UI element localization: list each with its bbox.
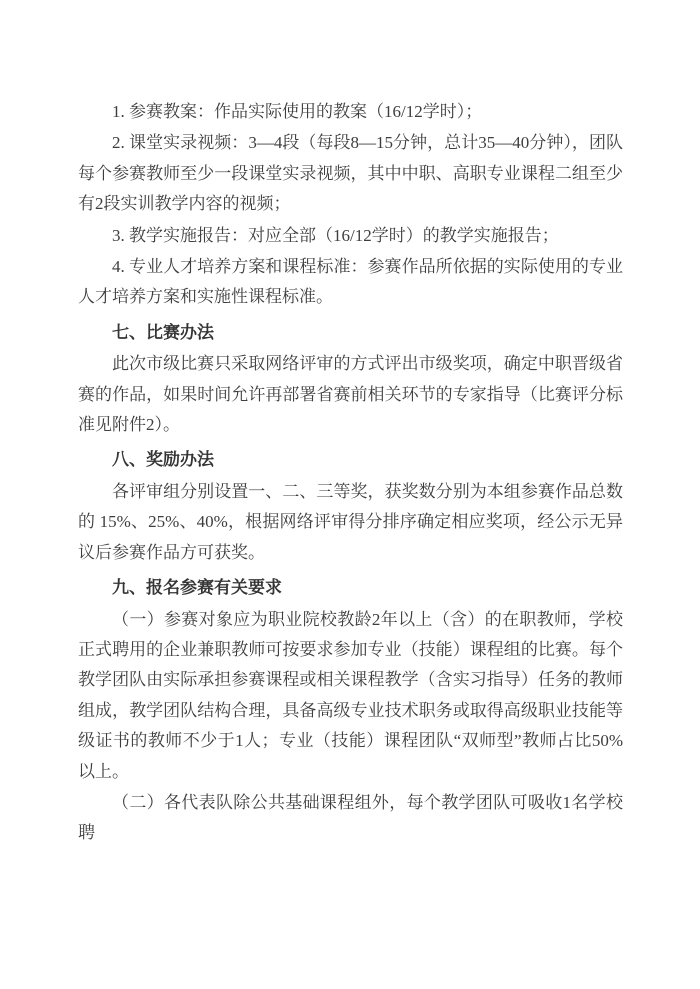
- paragraph-competition-method: 此次市级比赛只采取网络评审的方式评出市级奖项，确定中职晋级省赛的作品，如果时间允许再部署省赛前相关环节的专家指导（比赛评分标准见附件2）。: [78, 354, 623, 435]
- list-item-entry-plan: 1. 参赛教案：作品实际使用的教案（16/12学时）；: [112, 102, 483, 121]
- document-text-block: [78, 96, 623, 849]
- list-item-classroom-video: 2. 课堂实录视频：3—4段（每段8—15分钟，总计35—40分钟），团队每个参赛教师至少一段课堂实录视频，其中中职、高职专业课程二组至少有2段实训教学内容的视频；: [78, 133, 623, 214]
- list-item-training-program: 4. 专业人才培养方案和课程标准：参赛作品所依据的实际使用的专业人才培养方案和实施性课程标准。: [78, 257, 623, 307]
- list-item-implementation-report: 3. 教学实施报告：对应全部（16/12学时）的教学实施报告；: [112, 225, 559, 245]
- paragraph-award-method: 各评审组分别设置一、二、三等奖，获奖数分别为本组参赛作品总数的 15%、25%、40%，根据网络评审得分排序确定相应奖项，经公示无异议后参赛作品方可获奖。: [78, 481, 623, 562]
- section-heading-eight-award-method: 八、奖励办法: [112, 450, 214, 470]
- paragraph-registration-requirement-1: （一）参赛对象应为职业院校教龄2年以上（含）的在职教师，学校正式聘用的企业兼职教师可按要求参加专业（技能）课程组的比赛。每个教学团队由实际承担参赛课程或相关课程教学（含实习指导）任务的教师组成，教学团队结构合理，具备高级专业技术职务或取得高级职业技能等级证书的教师不少于1人；专业（技能）课程团队“双师型”教师占比50%以上。: [78, 609, 623, 781]
- section-heading-nine-registration-requirements: 九、报名参赛有关要求: [112, 578, 282, 598]
- section-heading-seven-competition-method: 七、比赛办法: [112, 322, 214, 342]
- paragraph-registration-requirement-2: （二）各代表队除公共基础课程组外，每个教学团队可吸收1名学校聘: [78, 792, 623, 843]
